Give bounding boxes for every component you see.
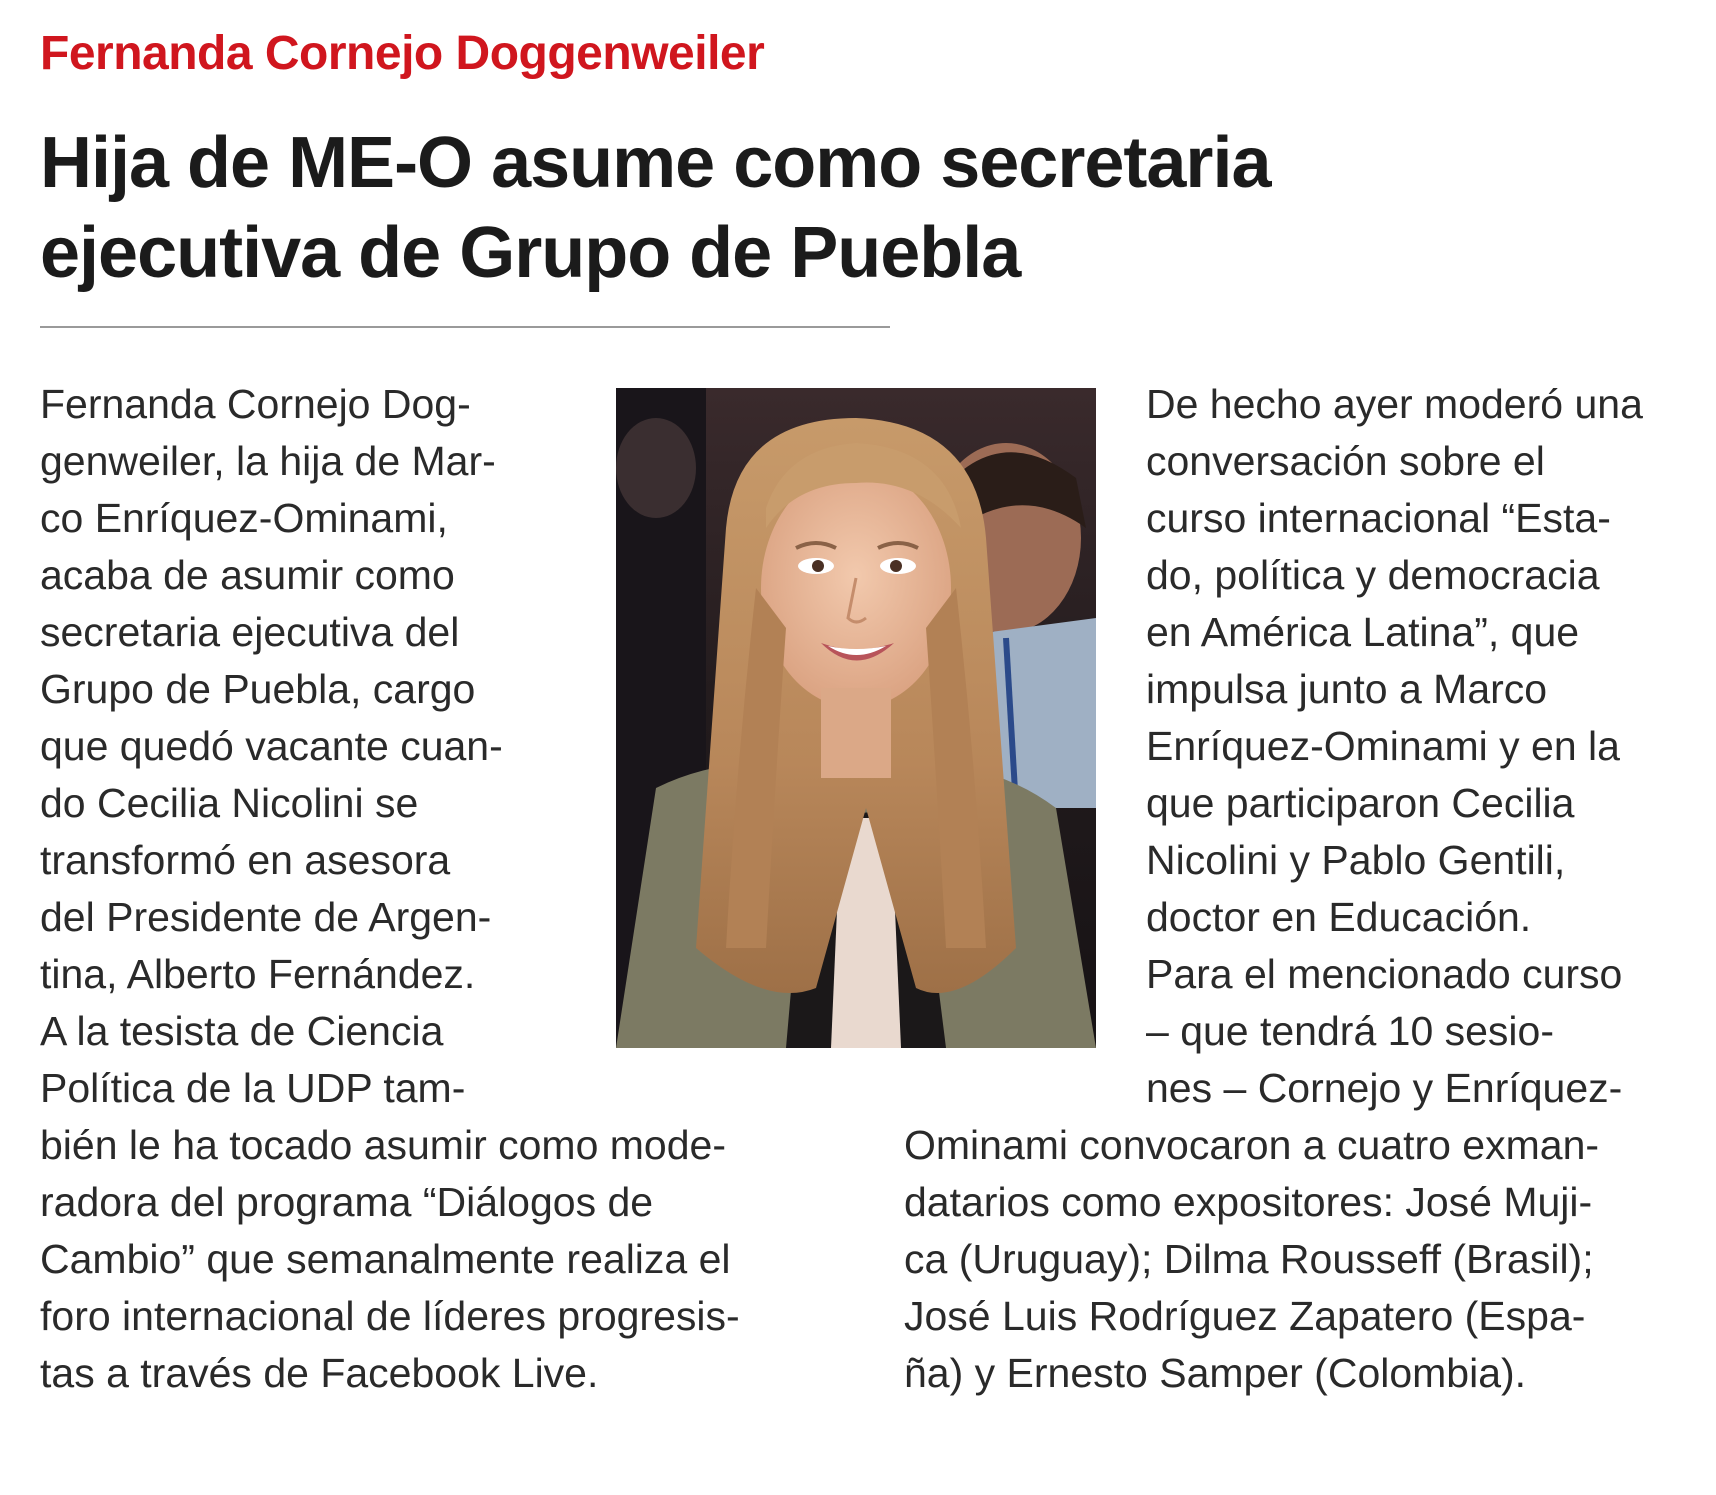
body-line: secretaria ejecutiva del: [40, 609, 460, 655]
body-line: Ominami convocaron a cuatro exman-: [904, 1122, 1600, 1168]
body-line: bién le ha tocado asumir como mode-: [40, 1122, 726, 1168]
body-line: ña) y Ernesto Samper (Colombia).: [904, 1350, 1527, 1396]
body-line: Política de la UDP tam-: [40, 1065, 466, 1111]
body-line: Para el mencionado curso: [1146, 951, 1623, 997]
body-line: do, política y democracia: [1146, 552, 1600, 598]
body-line: Cambio” que semanalmente realiza el: [40, 1236, 731, 1282]
body-line: en América Latina”, que: [1146, 609, 1580, 655]
body-line: datarios como expositores: José Muji-: [904, 1179, 1593, 1225]
body-line: que participaron Cecilia: [1146, 780, 1575, 826]
body-line: José Luis Rodríguez Zapatero (Espa-: [904, 1293, 1586, 1339]
headline-line-1: Hija de ME-O asume como secretaria: [40, 123, 1271, 203]
body-line: nes – Cornejo y Enríquez-: [1146, 1065, 1623, 1111]
body-line: Grupo de Puebla, cargo: [40, 666, 476, 712]
article-photo: [616, 388, 1096, 1048]
body-line: – que tendrá 10 sesio-: [1146, 1008, 1554, 1054]
body-line: do Cecilia Nicolini se: [40, 780, 419, 826]
body-line: foro internacional de líderes progresis-: [40, 1293, 740, 1339]
headline-line-2: ejecutiva de Grupo de Puebla: [40, 213, 1021, 293]
body-line: que quedó vacante cuan-: [40, 723, 503, 769]
body-line: Fernanda Cornejo Dog-: [40, 381, 471, 427]
article-kicker: Fernanda Cornejo Doggenweiler: [40, 27, 765, 80]
body-line: genweiler, la hija de Mar-: [40, 438, 496, 484]
body-line: tina, Alberto Fernández.: [40, 951, 476, 997]
body-line: A la tesista de Ciencia: [40, 1008, 444, 1054]
body-line: transformó en asesora: [40, 837, 451, 883]
body-line: tas a través de Facebook Live.: [40, 1350, 599, 1396]
body-line: acaba de asumir como: [40, 552, 455, 598]
portrait-illustration: [616, 388, 1096, 1048]
body-line: radora del programa “Diálogos de: [40, 1179, 654, 1225]
body-line: curso internacional “Esta-: [1146, 495, 1611, 541]
article-headline: [40, 118, 1271, 298]
body-line: del Presidente de Argen-: [40, 894, 492, 940]
body-line: ca (Uruguay); Dilma Rousseff (Brasil);: [904, 1236, 1594, 1282]
body-line: doctor en Educación.: [1146, 894, 1532, 940]
body-line: co Enríquez-Ominami,: [40, 495, 448, 541]
headline-divider: [40, 326, 890, 328]
body-line: conversación sobre el: [1146, 438, 1545, 484]
body-line: Enríquez-Ominami y en la: [1146, 723, 1620, 769]
body-line: Nicolini y Pablo Gentili,: [1146, 837, 1566, 883]
body-line: impulsa junto a Marco: [1146, 666, 1548, 712]
body-line: De hecho ayer moderó una: [1146, 381, 1643, 427]
